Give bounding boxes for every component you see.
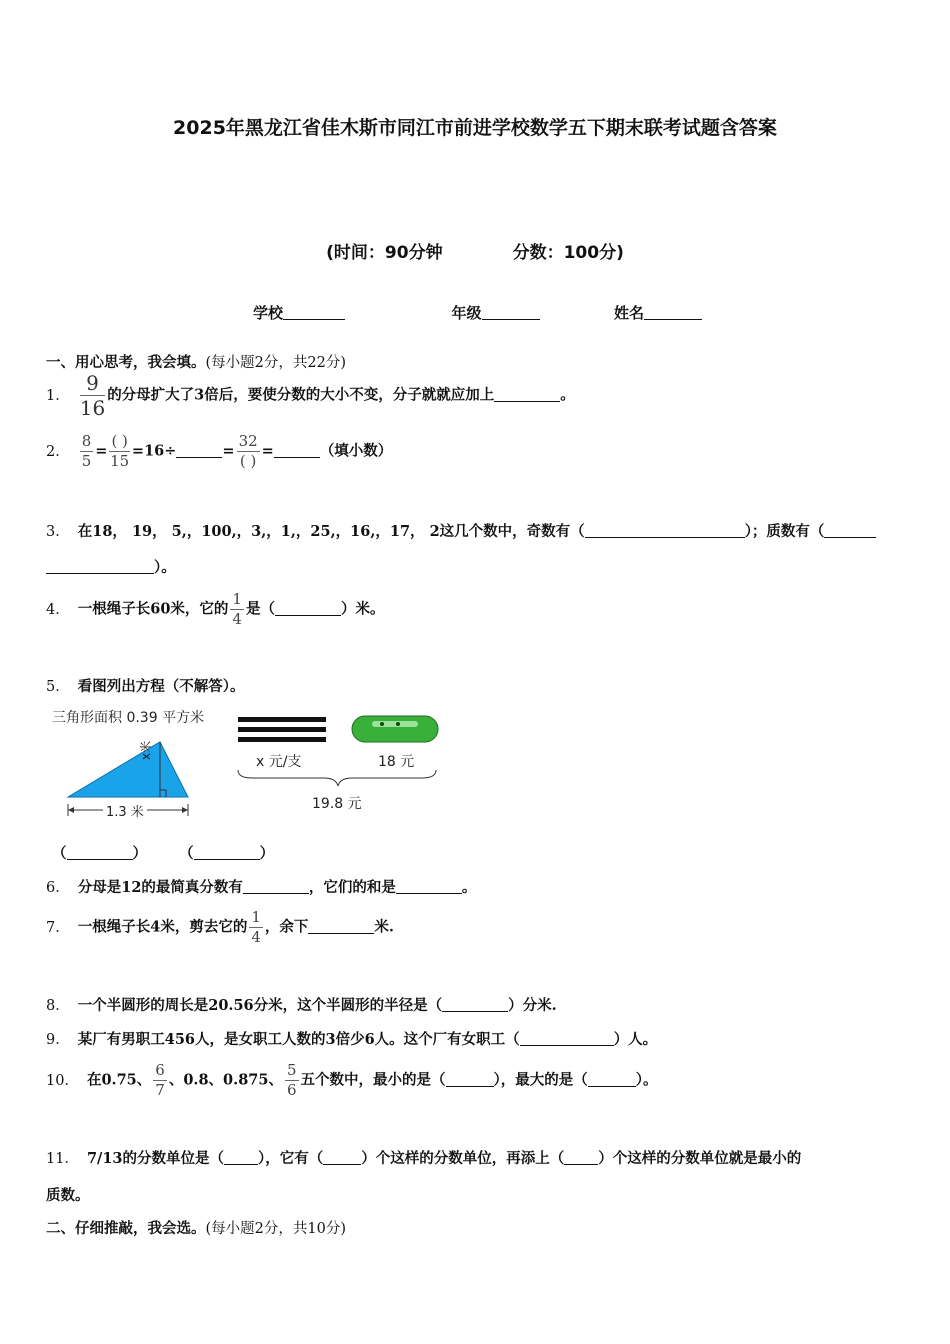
question-9	[46, 1028, 657, 1049]
q2-number: 2．	[46, 443, 70, 460]
q10-mid1: 、0.8、0.875、	[168, 1071, 283, 1089]
q9-number: 9．	[46, 1032, 70, 1048]
fig1-base-label: 1.3 米	[103, 801, 147, 820]
q10-mid3: ），最大的是（	[493, 1071, 588, 1089]
question-3	[46, 520, 876, 541]
q1-number: 1．	[46, 387, 70, 404]
q11-blank-2[interactable]	[323, 1150, 361, 1166]
q6-blank-1[interactable]	[243, 879, 309, 895]
fig2-case-label: 18 元	[378, 754, 415, 770]
q6-end: 。	[461, 879, 477, 896]
fig1-caption: 三角形面积 0.39 平方米	[52, 710, 205, 726]
question-11	[46, 1147, 801, 1168]
fig2-pen-label: x 元/支	[256, 754, 302, 770]
section2-title: 二、仔细推敲，我会选。	[46, 1220, 206, 1237]
q3-blank-odd[interactable]	[585, 523, 745, 539]
q7-mid: ，余下	[264, 918, 309, 936]
q9-text: 某厂有男职工456人，是女职工人数的3倍少6人。这个厂有女职工（	[77, 1031, 520, 1048]
q7-end: 米.	[374, 918, 394, 936]
section1-heading	[46, 351, 346, 372]
q10-blank-max[interactable]	[588, 1071, 636, 1087]
q2-eq-2: =	[222, 442, 235, 460]
name-blank[interactable]	[644, 304, 702, 320]
q1-end: 。	[560, 386, 575, 404]
question-7	[46, 910, 394, 945]
question-8	[46, 994, 557, 1015]
q11-blank-1[interactable]	[224, 1150, 258, 1166]
q10-number: 10．	[46, 1072, 79, 1089]
section2-heading	[46, 1217, 346, 1238]
q6-blank-2[interactable]	[396, 879, 462, 895]
exam-score: 分数：100分)	[512, 243, 624, 263]
question-2	[46, 434, 392, 469]
q2-fraction-2: $\frac{( )}{15}$	[110, 432, 130, 470]
q5-answer-1[interactable]	[67, 845, 133, 861]
q10-end: ）。	[635, 1071, 658, 1089]
section1-note: (每小题2分，共22分)	[205, 355, 346, 371]
q3-blank-prime-a[interactable]	[824, 523, 876, 539]
q5-answer1-open: （	[52, 845, 67, 862]
fig2-total-label: 19.8 元	[312, 796, 362, 812]
question-1	[46, 373, 575, 418]
q7-text: 一根绳子长4米，剪去它的	[77, 918, 248, 936]
grade-blank[interactable]	[482, 304, 540, 320]
q6-text: 分母是12的最简真分数有	[77, 879, 243, 896]
q10-fraction-2: $\frac{5}{6}$	[286, 1061, 297, 1099]
q2-blank-2[interactable]	[274, 442, 320, 458]
name-label: 姓名	[613, 304, 644, 322]
q5-text: 看图列出方程（不解答）。	[77, 678, 245, 695]
q2-fraction-1: $\frac{8}{5}$	[81, 432, 92, 470]
q3-text: 在18， 19， 5,，100,，3,，1,，25,，16,，17， 2这几个数中，奇数有（	[77, 523, 585, 540]
section1-title: 一、用心思考，我会填。	[46, 354, 206, 371]
q3-number: 3．	[46, 524, 70, 540]
question-4	[46, 592, 384, 627]
q3-blank-prime-b[interactable]	[46, 559, 154, 575]
q5-answer2-open: （	[179, 845, 194, 862]
exam-time: (时间：90分钟	[326, 243, 443, 263]
q4-end: ）米。	[340, 600, 385, 618]
q2-end: （填小数）	[319, 442, 393, 460]
q5-answer1-close: ）	[132, 845, 147, 862]
q11-text: 7/13的分数单位是（	[86, 1150, 225, 1167]
q4-fraction: $\frac{1}{4}$	[232, 590, 242, 628]
school-blank[interactable]	[283, 304, 345, 320]
q1-text: 的分母扩大了3倍后，要使分数的大小不变，分子就就应加上	[107, 386, 495, 404]
q1-fraction: $\frac{9}{16}$	[79, 371, 106, 420]
q7-blank[interactable]	[308, 918, 374, 934]
q11-number: 11．	[46, 1151, 79, 1167]
question-3-line2	[46, 556, 176, 577]
q3-mid: ）；质数有（	[744, 523, 825, 540]
question-10	[46, 1063, 658, 1098]
q4-number: 4．	[46, 601, 70, 618]
q6-number: 6．	[46, 880, 70, 896]
q7-number: 7．	[46, 919, 70, 936]
exam-info	[0, 238, 950, 263]
page-title: 2025年黑龙江省佳木斯市同江市前进学校数学五下期末联考试题含答案	[173, 117, 777, 139]
section2-note: (每小题2分，共10分)	[205, 1221, 346, 1237]
q2-eq-1: =	[95, 442, 108, 460]
q5-answers	[52, 842, 274, 863]
q2-mid: =16÷	[131, 442, 177, 460]
q5-answer-2[interactable]	[194, 845, 260, 861]
q5-number: 5．	[46, 679, 70, 695]
q3-end: ）。	[154, 559, 176, 576]
q1-blank[interactable]	[494, 386, 560, 402]
q2-eq-3: =	[261, 442, 274, 460]
q10-text: 在0.75、	[86, 1071, 152, 1089]
q2-blank-1[interactable]	[176, 442, 222, 458]
grade-label: 年级	[451, 304, 482, 322]
question-11-line2: 质数。	[46, 1187, 90, 1204]
q9-blank[interactable]	[520, 1031, 614, 1047]
q8-text: 一个半圆形的周长是20.56分米，这个半圆形的半径是（	[77, 997, 443, 1014]
q5-answer2-close: ）	[259, 845, 275, 862]
q11-mid2: ）个这样的分数单位，再添上（	[361, 1150, 565, 1167]
q4-mid: 是（	[245, 600, 275, 618]
student-fields	[253, 302, 702, 323]
q10-blank-min[interactable]	[446, 1071, 494, 1087]
q8-blank[interactable]	[442, 997, 508, 1013]
q10-fraction-1: $\frac{6}{7}$	[155, 1061, 165, 1099]
q7-fraction: $\frac{1}{4}$	[251, 908, 261, 946]
q8-number: 8．	[46, 998, 70, 1014]
q6-mid: ，它们的和是	[308, 879, 396, 896]
q11-mid3: ）个这样的分数单位就是最小的	[598, 1150, 802, 1167]
q9-end: ）人。	[613, 1031, 658, 1048]
q11-blank-3[interactable]	[564, 1150, 598, 1166]
q11-mid1: ），它有（	[258, 1150, 324, 1167]
question-6	[46, 876, 476, 897]
q10-mid2: 五个数中，最小的是（	[300, 1071, 446, 1089]
q4-text: 一根绳子长60米，它的	[77, 600, 229, 618]
school-label: 学校	[253, 304, 284, 322]
q8-end: ）分米.	[508, 997, 557, 1014]
fig1-height-label: x米	[139, 740, 153, 760]
q4-blank[interactable]	[275, 600, 341, 616]
q2-fraction-3: $\frac{32}{( )}$	[238, 432, 258, 470]
question-5	[46, 675, 244, 696]
